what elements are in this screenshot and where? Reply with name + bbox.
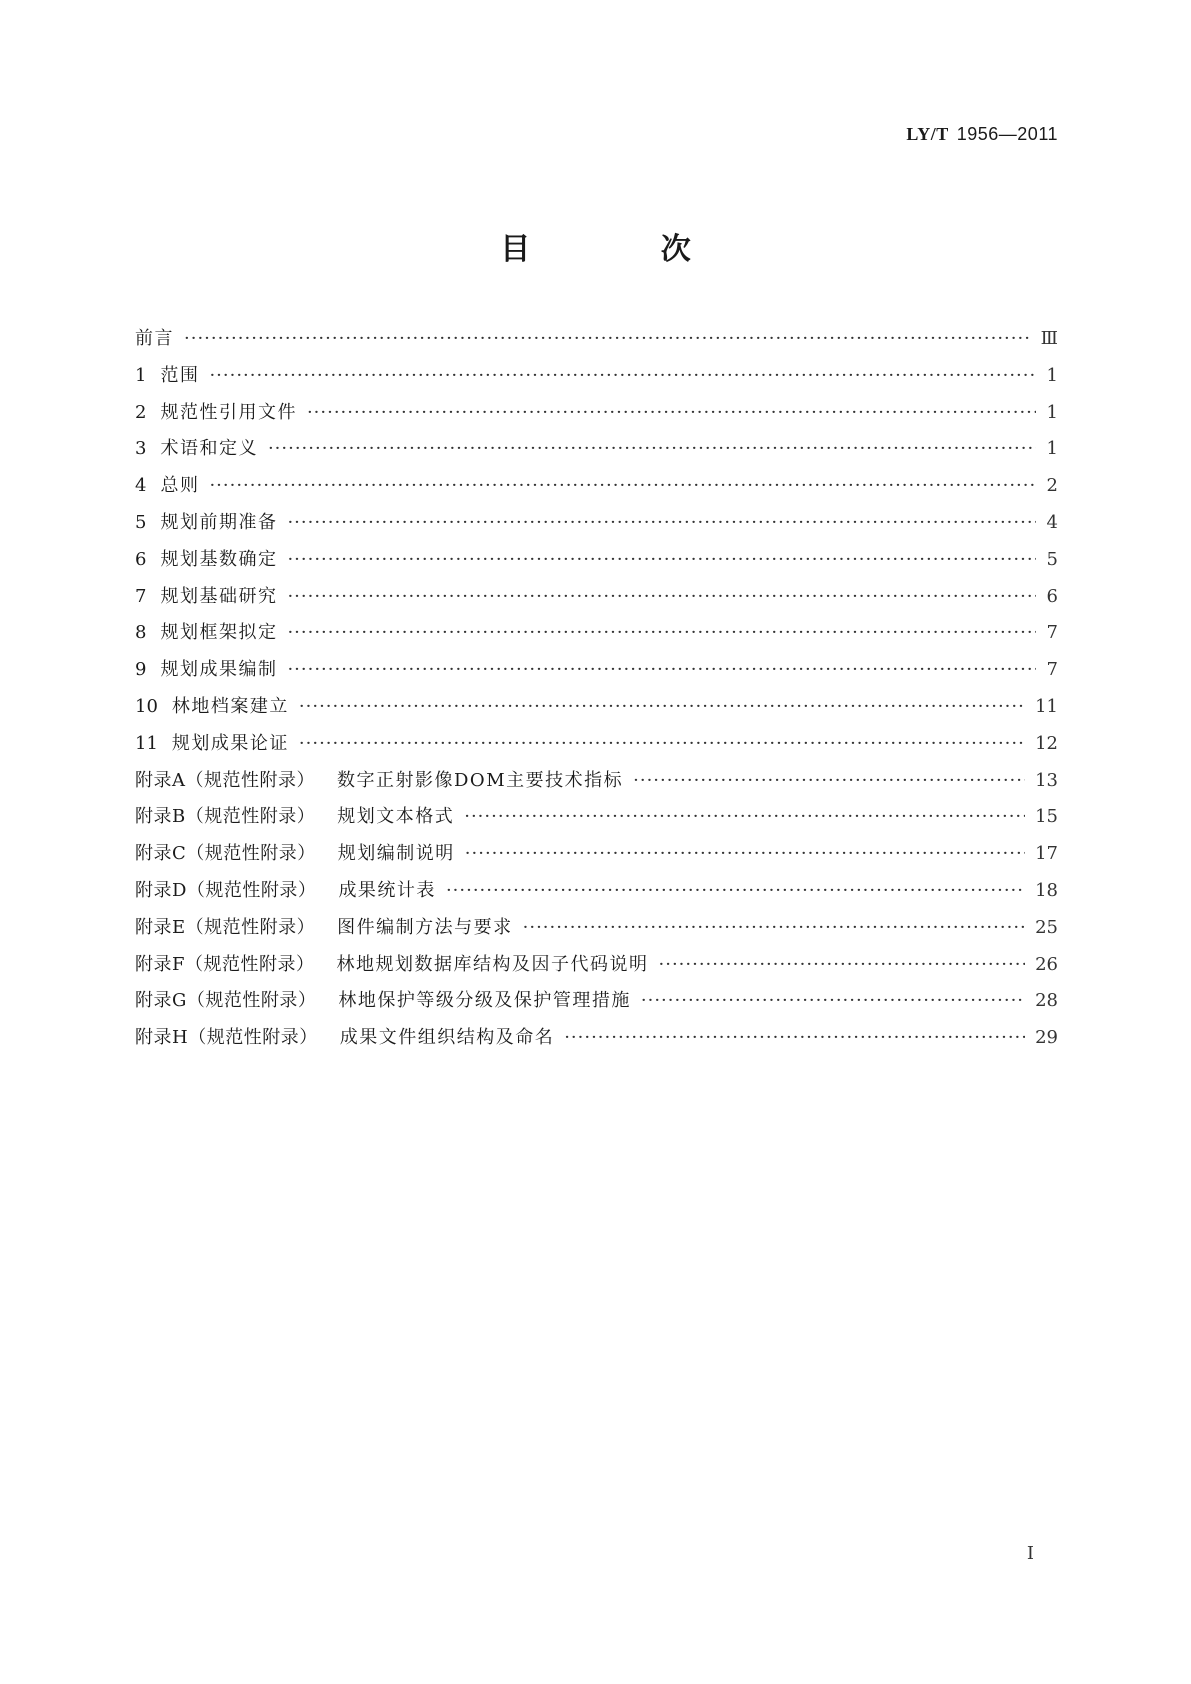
toc-entry-section-6[interactable] <box>135 547 1058 584</box>
dot-leader <box>268 436 1036 462</box>
toc-entry-number: 1 <box>135 364 147 386</box>
appendix-designation: 附录F（规范性附录） <box>135 953 315 975</box>
appendix-designation: 附录C（规范性附录） <box>135 843 316 865</box>
dot-leader <box>287 620 1036 646</box>
toc-entry-label: 规划框架拟定 <box>160 622 278 644</box>
toc-entry-number: 4 <box>135 475 147 497</box>
dot-leader <box>564 1025 1025 1051</box>
appendix-title: 图件编制方法与要求 <box>337 916 513 938</box>
toc-entry-number: 7 <box>135 585 147 607</box>
toc-entry-page: 26 <box>1035 953 1058 975</box>
toc-entry-page: 29 <box>1035 1027 1058 1049</box>
toc-entry-page: 2 <box>1046 475 1058 497</box>
toc-entry-page: 1 <box>1046 364 1058 386</box>
toc-entry-page: 1 <box>1046 438 1058 460</box>
toc-entry-page: 7 <box>1046 659 1058 681</box>
dot-leader <box>287 510 1036 536</box>
page-number: I <box>1026 1543 1034 1564</box>
toc-entry-page: 6 <box>1046 585 1058 607</box>
toc-entry-page: 15 <box>1035 806 1058 828</box>
toc-entry-number: 2 <box>135 401 147 423</box>
toc-entry-appendix-b[interactable] <box>135 804 1058 841</box>
toc-entry-page: 28 <box>1035 990 1058 1012</box>
dot-leader <box>464 804 1025 830</box>
toc-entry-section-9[interactable] <box>135 657 1058 694</box>
dot-leader <box>287 584 1036 610</box>
appendix-designation: 附录E（规范性附录） <box>135 916 316 938</box>
appendix-designation: 附录A（规范性附录） <box>135 769 315 791</box>
toc-entry-label: 规划基数确定 <box>160 548 278 570</box>
dot-leader <box>633 768 1025 794</box>
dot-leader <box>641 988 1025 1014</box>
standard-prefix: LY/T <box>906 124 949 144</box>
toc-entry-number: 5 <box>135 511 147 533</box>
dot-leader <box>307 400 1036 426</box>
toc-entry-number: 11 <box>135 732 158 754</box>
page-title: 目 次 <box>500 232 751 267</box>
toc-entry-label: 规划成果编制 <box>160 659 278 681</box>
toc-entry-section-11[interactable] <box>135 731 1058 768</box>
toc-entry-section-7[interactable] <box>135 584 1058 621</box>
standard-number: 1956—2011 <box>956 124 1058 144</box>
dot-leader <box>523 915 1025 941</box>
toc-entry-section-10[interactable] <box>135 694 1058 731</box>
toc-entry-page: 1 <box>1046 401 1058 423</box>
toc-entry-label: 术语和定义 <box>160 438 258 460</box>
toc-entry-label: 前言 <box>135 328 174 349</box>
toc-entry-number: 3 <box>135 438 147 460</box>
standard-code <box>906 124 1058 145</box>
toc-entry-foreword[interactable] <box>135 326 1058 363</box>
toc-entry-page: 11 <box>1035 695 1058 717</box>
toc-entry-page: 4 <box>1046 511 1058 533</box>
toc-entry-page: Ⅲ <box>1040 328 1058 349</box>
toc-entry-label: 范围 <box>160 364 200 386</box>
toc-entry-label: 林地档案建立 <box>171 695 289 717</box>
dot-leader <box>287 657 1036 683</box>
toc-entry-appendix-c[interactable] <box>135 841 1058 878</box>
table-of-contents <box>135 326 1058 1062</box>
appendix-designation: 附录D（规范性附录） <box>135 879 317 901</box>
appendix-designation: 附录B（规范性附录） <box>135 806 316 828</box>
toc-entry-number: 9 <box>135 659 147 681</box>
toc-entry-appendix-d[interactable] <box>135 878 1058 915</box>
toc-entry-appendix-g[interactable] <box>135 988 1058 1025</box>
appendix-designation: 附录G（规范性附录） <box>135 990 317 1012</box>
toc-entry-section-8[interactable] <box>135 620 1058 657</box>
appendix-designation: 附录H（规范性附录） <box>135 1027 318 1049</box>
toc-entry-label: 总则 <box>160 475 200 497</box>
toc-entry-appendix-f[interactable] <box>135 952 1058 989</box>
appendix-title: 成果文件组织结构及命名 <box>339 1027 555 1049</box>
toc-entry-section-1[interactable] <box>135 363 1058 400</box>
appendix-title: 数字正射影像DOM主要技术指标 <box>337 769 624 791</box>
dot-leader <box>287 547 1036 573</box>
appendix-title: 成果统计表 <box>338 879 436 901</box>
toc-entry-section-4[interactable] <box>135 473 1058 510</box>
toc-entry-number: 10 <box>135 695 158 717</box>
toc-entry-section-5[interactable] <box>135 510 1058 547</box>
dot-leader <box>299 694 1025 720</box>
toc-entry-number: 6 <box>135 548 147 570</box>
toc-entry-appendix-a[interactable] <box>135 768 1058 805</box>
dot-leader <box>465 841 1025 867</box>
toc-entry-section-3[interactable] <box>135 436 1058 473</box>
toc-entry-number: 8 <box>135 622 147 644</box>
toc-entry-appendix-h[interactable] <box>135 1025 1058 1062</box>
appendix-title: 林地规划数据库结构及因子代码说明 <box>336 953 649 975</box>
toc-entry-label: 规范性引用文件 <box>160 401 297 423</box>
toc-entry-page: 7 <box>1046 622 1058 644</box>
dot-leader <box>659 952 1026 978</box>
toc-entry-label: 规划成果论证 <box>171 732 289 754</box>
toc-entry-page: 25 <box>1035 916 1058 938</box>
toc-entry-section-2[interactable] <box>135 400 1058 437</box>
toc-entry-label: 规划基础研究 <box>160 585 278 607</box>
toc-entry-appendix-e[interactable] <box>135 915 1058 952</box>
dot-leader <box>209 363 1036 389</box>
toc-entry-label: 规划前期准备 <box>160 511 278 533</box>
dot-leader <box>184 326 1031 352</box>
toc-entry-page: 12 <box>1035 732 1058 754</box>
toc-entry-page: 5 <box>1046 548 1058 570</box>
dot-leader <box>209 473 1036 499</box>
appendix-title: 规划编制说明 <box>337 843 455 865</box>
dot-leader <box>299 731 1025 757</box>
dot-leader <box>446 878 1025 904</box>
toc-entry-page: 13 <box>1035 769 1058 791</box>
appendix-title: 林地保护等级分级及保护管理措施 <box>338 990 631 1012</box>
toc-entry-page: 18 <box>1035 879 1058 901</box>
toc-entry-page: 17 <box>1035 843 1058 865</box>
appendix-title: 规划文本格式 <box>337 806 455 828</box>
